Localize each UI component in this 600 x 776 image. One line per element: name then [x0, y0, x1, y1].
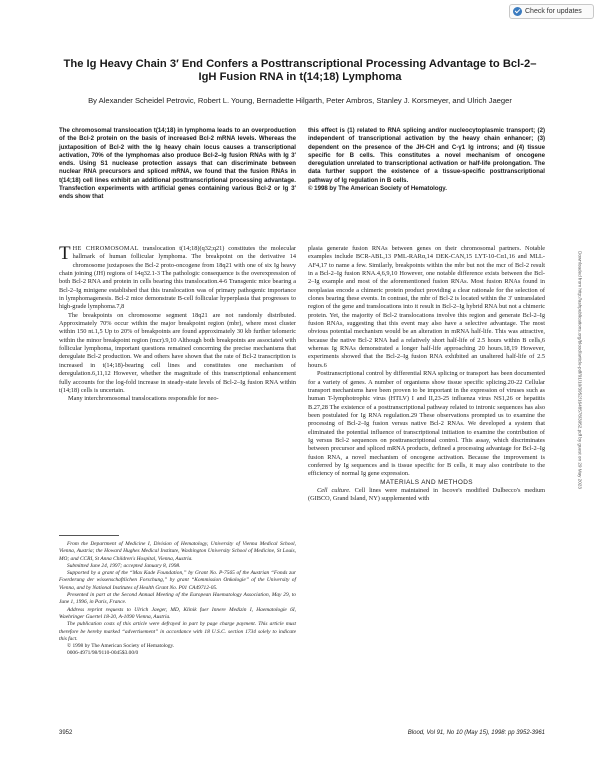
author-list: By Alexander Scheidel Petrovic, Robert L. Young, Bernadette Hilgarth, Peter Ambros, Stanley J. Korsmeyer, and Ulrich Jaeger	[88, 96, 512, 105]
journal-reference	[408, 730, 545, 736]
paragraph-text: Cell lines were maintained in Iscove's modified Dulbecco's medium (GIBCO, Grand Island, NY) supplemented with	[308, 486, 546, 503]
body-paragraph: Posttranscriptional control by differential RNA splicing or transport has been documented for a variety of genes. A number of organisms show tissue specific splicing.20-22 Cellular transport mechanisms have been proven to be important in the expression of viruses such as human T-lymphotrophic virus (HTLV) I and II,23-25 influenza virus NS1,26 or hepatitis B.27,28 The existence of a posttranscriptional pathway related to intronic sequences has also been postulated for Ig RNA regulation.29 These observations prompted us to examine the processing of Bcl-2–Ig fusion versus native Bcl-2 RNAs. We developed a system that eliminated the potential influence of transcriptional initiation to examine the contribution of Ig versus Bcl-2 sequences on posttranscriptional control. This assay, which discriminates between precursor and spliced mRNA products, defined a processing advantage for Bcl-2–Ig fusion RNA, a novel mechanism of oncogene activation. Because the improvement is conferred by Ig sequences and is tissue specific for B cells, it may also contribute to the efficiency of normal Ig gene expression.	[308, 370, 545, 478]
check-update-icon	[513, 7, 522, 16]
body-paragraph	[59, 245, 296, 312]
article-title: The Ig Heavy Chain 3′ End Confers a Posttranscriptional Processing Advantage to Bcl-2–IgH Fusion RNA in t(14;18) Lymphoma	[63, 58, 537, 83]
body-right-column	[308, 245, 545, 504]
download-watermark-text: Downloaded from http://ashpublications.org/blood/article-pdf/91/10/3952/1648578/3952.pdf by guest on 29 May 2023	[577, 251, 583, 489]
footnote-copyright: © 1998 by The American Society of Hematology.	[67, 643, 175, 650]
footnotes	[59, 541, 296, 658]
download-watermark	[573, 120, 587, 620]
abstract-left	[59, 127, 296, 202]
abstract-right	[308, 127, 545, 193]
abstract-left-text: The chromosomal translocation t(14;18) in lymphoma leads to an overproduction of the Bcl-2 protein on the basis of increased Bcl-2 mRNA levels. Whereas the juxtaposition of Bcl-2 with the Ig heavy chain locus causes a transcriptional activation, 70% of the lymphomas also produce Bcl-2–Ig fusion RNAs with Ig 3′ ends. Using S1 nuclease protection assays that can discriminate between nuclear RNA precursors and spliced mRNA, we found that the fusion RNAs in t(14;18) cell lines exhibit an additional posttranscriptional processing advantage. Transfection experiments with artificial genes containing various Bcl-2 or Ig 3′ ends show that	[59, 127, 296, 201]
footnote-charges: The publication costs of this article were defrayed in part by page charge payment. This article must therefore be hereby marked “advertisement” in accordance with 18 U.S.C. section 1734 solely to indicate this fact.	[59, 621, 296, 642]
footnote-submitted: Submitted June 24, 1997; accepted January 8, 1998.	[67, 562, 181, 569]
footnote-support: Supported by a grant of the “Max Kade Foundation,” by Grant No. P-7565 of the Austrian “Fonds zur Foerderung der wissenschaftlichen Forschung,” by grant “Kommission Onkologie” of the University of Vienna, and by National Institutes of Health Grant No. P01 CA49712-05.	[59, 570, 296, 591]
body-paragraph: plasia generate fusion RNAs between genes on their chromosomal partners. Notable examples include BCR-ABL,13 PML-RARα,14 DEK-CAN,15 LYT-10-Cα1,16 and MLL-AF4,17 to name a few. Similarly, breakpoints within the mbr but not the mcr of Bcl-2 result in a Bcl-2–Ig fusion RNA.4,6,9,10 However, one notable difference exists between the Bcl-2–Ig example and most of the aforementioned fusion RNAs. Most fusion RNAs found in neoplasias encode a chimeric protein product providing a clear rationale for the selection of clones bearing these events. In contrast, the mbr of Bcl-2 is located within the 3′ untranslated region of the gene and translocations into it result in Bcl-2–Ig hybrid RNA but not a chimeric protein. Yet, the majority of Bcl-2 translocations involve this region and generate Bcl-2–Ig fusion RNAs, suggesting that this event may also have a selective advantage. The most obvious potential mechanism would be an alteration in mRNA half-life. This was attractive, because the native Bcl-2 RNA had a relatively short half-life of 2.5 hours within B cells,6 whereas Ig RNAs demonstrated a longer half-life approaching 20 hours.18,19 However, experiments showed that the Bcl-2–Ig fusion RNA exhibited an unaltered half-life of 2.5 hours.6	[308, 245, 545, 369]
section-heading: MATERIALS AND METHODS	[380, 478, 473, 486]
abstract-right-text: this effect is (1) related to RNA splicing and/or nucleocytoplasmic transport; (2) independent of transcriptional activation by the heavy chain enhancer; (3) dependent on the presence of the JH-CH and C-γ1 Ig introns; and (4) tissue specific for B cells. This constitutes a novel mechanism of oncogene deregulation unrelated to transcriptional activation or half-life prolongation. The data further support the existence of a tissue-specific posttranscriptional pathway of Ig regulation in B cells.	[308, 127, 545, 184]
paragraph-text: translocation t(14;18)(q32;q21) constitutes the molecular hallmark of human follicular lymphoma. The breakpoint on the derivative 14 chromosome juxtaposes the Bcl-2 proto-oncogene from 18q21 with one of six Ig heavy chain joining (JH) regions of 14q32.1-3 The pathologic consequence is the overexpression of both Bcl-2 RNA and protein in cells bearing this translocation.4-6 Transgenic mice bearing a Bcl-2–Ig minigene established that this translocation was of primary pathogenic importance in lymphomagenesis. Bcl-2 mice demonstrate B-cell follicular hyperplasia that progresses to high-grade lymphoma.7,8	[59, 245, 296, 311]
footnote-reprints: Address reprint requests to Ulrich Jaeger, MD, Klinik fuer Innere Medizin I, Haematologie 6I, Waehringer Guertel 18-20, A-1090 Vienna, Austria.	[59, 606, 296, 620]
journal-ref-text: Blood, Vol 91, No 10 (May 15), 1998: pp 3952-3961	[407, 730, 545, 736]
check-for-updates-label: Check for updates	[525, 8, 582, 15]
page-number: 3952	[59, 730, 73, 736]
body-left-column	[59, 245, 296, 404]
run-in-heading: Cell culture.	[317, 486, 351, 494]
footnote-issn: 0006-4971/98/9110-0045$3.00/0	[67, 650, 139, 657]
lead-caps: HE CHROMOSOMAL	[72, 245, 139, 252]
footnote-affiliation: From the Department of Medicine I, Division of Hematology, University of Vienna Medical School, Vienna, Austria; the Howard Hughes Medical Institute, Washington University School of Medicine, St Louis, MO; and CCRI, St Anna Children's Hospital, Vienna, Austria.	[59, 541, 296, 562]
abstract-copyright: © 1998 by The American Society of Hematology.	[308, 185, 447, 193]
body-paragraph: Many interchromosomal translocations responsible for neo-	[68, 395, 219, 403]
footnote-divider	[59, 535, 119, 536]
body-paragraph	[308, 487, 545, 504]
footnote-presented: Presented in part at the Second Annual Meeting of the European Haematology Association, May 29, to June 1, 1996, in Paris, France.	[59, 592, 296, 606]
drop-cap: T	[59, 243, 71, 264]
body-paragraph: The breakpoints on chromosome segment 18q21 are not randomly distributed. Approximately 70% occur within the major breakpoint region (mbr), where most cluster within 150 nt.1,5 Up to 20% of breakpoints are found approximately 30 kb further telomeric within the minor breakpoint region (mcr).9,10 Although both breakpoints are associated with follicular lymphoma, important questions remained concerning the precise mechanisms that deregulate Bcl-2 production. We and others have shown that the rate of Bcl-2 transcription is increased in t(14;18)-bearing cell lines and constitutes one mechanism of deregulation.6,11,12 However, whether the magnitude of this transcriptional enhancement fully accounts for the log-fold increase in steady-state levels of Bcl-2–Ig fusion RNA within t(14;18) cells is uncertain.	[59, 311, 296, 394]
check-for-updates-badge[interactable]	[509, 4, 594, 19]
